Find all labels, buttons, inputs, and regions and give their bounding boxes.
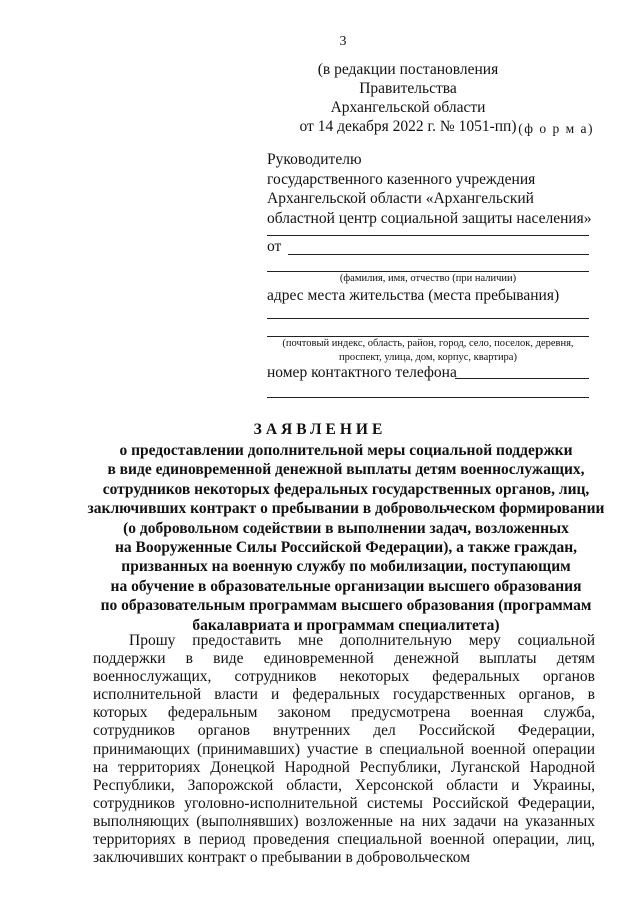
body-paragraph: Прошу предоставить мне дополнительную меру социальной поддержки в виде единовременной денежной выплаты детям военнослужащих, сотрудников некоторых федеральных органов исполнительной власти и федеральных государственных органов, в которых федеральным законом предусмотрена военная служба, сотрудников органов внутренних дел Российской Федерации, принимающих (принимавших) участие в специальной военной операции на территориях Донецкой Народной Республики, Луганской Народной Республики, Запорожской области, Херсонской области и Украины, сотрудников уголовно-исполнительной системы Российской Федерации, выполняющих (выполнявших) возложенные на них задачи на указанных территориях в период проведения специальной военной операции, лиц, заключивших контракт о пребывании в добровольческом [93,632,595,867]
subject-line: по образовательным программам высшего образования (программам [100,597,592,615]
phone-field-line [455,378,589,379]
addressee-line: государственного казенного учреждения [267,170,536,188]
document-title: ЗАЯВЛЕНИЕ [253,421,387,438]
address-hint [267,337,589,365]
address-label: адрес места жительства (места пребывания) [267,287,560,304]
edition-note [268,60,548,136]
subject-line: бакалавриата и программам специалитета) [192,616,500,634]
form-label: (ф о р м а) [518,121,594,136]
from-label: от [267,238,282,255]
subject-line: в виде единовременной денежной выплаты детям военнослужащих, [107,461,585,479]
phone-field-line-2 [267,397,589,398]
subject-line: на Вооруженные Силы Российской Федерации), а также граждан, [114,539,578,557]
from-field-line [288,254,589,255]
subject-line: заключивших контракт о пребывании в добровольческом формировании [87,500,605,518]
edition-note-line: (в редакции постановления Правительства [317,61,499,97]
address-field-line [267,318,589,319]
addressee-line: областной центр социальной защиты населения» [267,209,592,227]
addressee-line: Архангельской области «Архангельский [267,190,534,207]
address-hint-line: проспект, улица, дом, корпус, квартира) [339,352,517,363]
addressee-block [267,150,592,228]
name-hint: (фамилия, имя, отчество (при наличии) [339,273,517,284]
subject-line: на обучение в образовательные организации высшего образования [110,577,582,595]
edition-note-line: от 14 декабря 2022 г. № 1051-пп) [299,118,517,135]
phone-label: номер контактного телефона [267,364,457,381]
subject-line: призванных на военную службу по мобилизации, поступающим [121,558,571,576]
addressee-line: Руководителю [267,151,362,168]
page-number: 3 [339,34,347,49]
subject-line: о предоставлении дополнительной меры социальной поддержки [119,442,573,459]
blank-line [267,235,589,236]
edition-note-line: Архангельской области [330,99,486,116]
subject-line: (о добровольном содействии в выполнении задач, возложенных [123,519,569,537]
subject-line: сотрудников некоторых федеральных государственных органов, лиц, [102,480,590,498]
document-subject [86,441,606,635]
address-hint-line: (почтовый индекс, область, район, город, село, поселок, деревня, [282,338,574,349]
